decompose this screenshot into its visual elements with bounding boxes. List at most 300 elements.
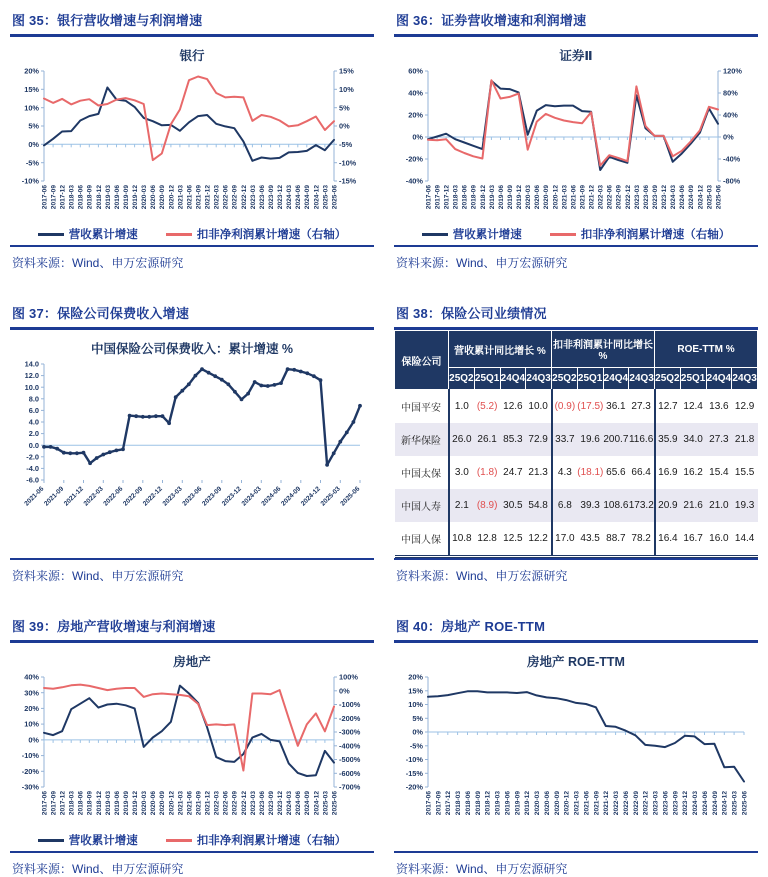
table-subheader-row	[395, 368, 758, 390]
svg-text:2017-06: 2017-06	[41, 791, 49, 816]
svg-text:2025-03: 2025-03	[731, 791, 739, 816]
svg-text:-300%: -300%	[339, 727, 361, 737]
quarter-header: 25Q1	[680, 368, 706, 390]
svg-text:2025-03: 2025-03	[322, 791, 330, 816]
svg-text:-15%: -15%	[405, 768, 423, 778]
svg-text:2020-12: 2020-12	[168, 185, 176, 210]
svg-text:2021-03: 2021-03	[561, 185, 569, 210]
table-cell: 12.2	[526, 522, 552, 557]
table-cell: 24.7	[500, 456, 526, 489]
svg-text:10%: 10%	[24, 103, 39, 113]
line-chart-svg	[10, 358, 374, 510]
svg-text:5%: 5%	[412, 713, 423, 723]
table-cell: 27.3	[629, 390, 655, 424]
svg-text:2017-09: 2017-09	[435, 791, 443, 816]
table-cell: 26.1	[474, 423, 500, 456]
group-header: 扣非利润累计同比增长 %	[552, 331, 655, 368]
revenue-line-swatch	[38, 839, 64, 842]
svg-text:12.0: 12.0	[24, 371, 39, 381]
svg-text:2022-06: 2022-06	[102, 485, 125, 508]
svg-text:2022-12: 2022-12	[240, 185, 248, 210]
svg-text:-6.0: -6.0	[26, 475, 39, 485]
svg-text:2021-09: 2021-09	[579, 185, 587, 210]
svg-text:2017-09: 2017-09	[50, 791, 58, 816]
svg-text:2024-06: 2024-06	[260, 485, 283, 508]
svg-text:2021-12: 2021-12	[204, 185, 212, 210]
group-header: ROE-TTM %	[655, 331, 758, 368]
svg-text:2022-12: 2022-12	[642, 791, 650, 816]
svg-text:2023-12: 2023-12	[661, 185, 668, 210]
figure-38-caption: 图 38：保险公司业绩情况	[394, 301, 758, 330]
table-cell: 12.6	[500, 390, 526, 424]
table-cell: 72.9	[526, 423, 552, 456]
svg-text:2018-09: 2018-09	[86, 791, 94, 816]
table-cell: 17.0	[552, 522, 578, 557]
svg-text:2023-09: 2023-09	[268, 791, 275, 816]
svg-text:2018-03: 2018-03	[452, 185, 460, 210]
svg-text:2019-09: 2019-09	[507, 185, 514, 210]
table-cell: 88.7	[603, 522, 629, 557]
svg-text:2021-12: 2021-12	[603, 791, 611, 816]
svg-text:2024-06: 2024-06	[295, 791, 303, 816]
svg-text:40%: 40%	[408, 88, 423, 98]
svg-text:2024-12: 2024-12	[313, 791, 321, 816]
table-cell: 20.9	[655, 489, 681, 522]
svg-text:2018-03: 2018-03	[68, 791, 76, 816]
table-row	[395, 423, 758, 456]
svg-text:2021-09: 2021-09	[195, 791, 203, 816]
svg-text:-20%: -20%	[21, 766, 39, 776]
svg-text:2019-12: 2019-12	[516, 185, 523, 210]
insurance-table	[394, 330, 758, 558]
svg-text:20%: 20%	[408, 672, 423, 682]
figure-40-chart-title: 房地产 ROE-TTM	[527, 655, 625, 669]
svg-text:10%: 10%	[339, 84, 354, 94]
svg-text:2022-06: 2022-06	[222, 791, 230, 816]
table-cell: 43.5	[577, 522, 603, 557]
svg-text:2018-06: 2018-06	[464, 791, 472, 816]
svg-text:2019-09: 2019-09	[514, 791, 522, 816]
svg-text:2019-12: 2019-12	[132, 791, 139, 816]
svg-text:-10%: -10%	[405, 755, 423, 765]
svg-text:0%: 0%	[28, 735, 39, 745]
source-note: 资料来源：Wind、申万宏源研究	[12, 862, 184, 876]
figure-36-legend	[394, 226, 758, 242]
svg-text:2021-12: 2021-12	[588, 185, 596, 210]
table-cell: 33.7	[552, 423, 578, 456]
quarter-header: 24Q3	[732, 368, 758, 390]
quarter-header: 25Q2	[655, 368, 681, 390]
table-cell: 26.0	[449, 423, 475, 456]
table-cell: (0.9)	[552, 390, 578, 424]
svg-text:2025-03: 2025-03	[319, 485, 342, 508]
svg-text:2019-12: 2019-12	[524, 791, 532, 816]
source-note: 资料来源：Wind、申万宏源研究	[12, 256, 184, 270]
legend-spacer	[394, 831, 758, 849]
figure-39-caption: 图 39：房地产营收增速与利润增速	[10, 614, 374, 643]
table-cell: (1.8)	[474, 456, 500, 489]
svg-text:2019-03: 2019-03	[104, 791, 112, 816]
svg-text:2022-12: 2022-12	[240, 791, 248, 816]
svg-text:2023-12: 2023-12	[682, 791, 690, 816]
svg-text:2024-09: 2024-09	[688, 185, 696, 210]
svg-text:2024-12: 2024-12	[313, 185, 321, 210]
svg-text:0%: 0%	[412, 132, 423, 142]
svg-text:-600%: -600%	[339, 768, 361, 778]
svg-text:100%: 100%	[339, 672, 358, 682]
table-cell: 10.0	[526, 390, 552, 424]
svg-text:2021-09: 2021-09	[195, 185, 203, 210]
table-cell: 65.6	[603, 456, 629, 489]
svg-text:2021-03: 2021-03	[573, 791, 581, 816]
svg-text:2024-03: 2024-03	[286, 791, 294, 816]
svg-text:2024-03: 2024-03	[240, 485, 263, 508]
svg-text:5%: 5%	[339, 103, 350, 113]
line-chart-svg	[394, 671, 758, 831]
svg-text:2020-09: 2020-09	[159, 791, 167, 816]
svg-text:60%: 60%	[408, 66, 423, 76]
line-chart-svg	[10, 65, 374, 225]
svg-text:2022-03: 2022-03	[213, 185, 221, 210]
svg-text:2018-12: 2018-12	[95, 185, 103, 210]
table-cell: 12.7	[655, 390, 681, 424]
table-row	[395, 390, 758, 424]
svg-text:2024-03: 2024-03	[286, 185, 294, 210]
table-cell: 173.2	[629, 489, 655, 522]
svg-text:2024-03: 2024-03	[670, 185, 678, 210]
table-cell: 108.6	[603, 489, 629, 522]
quarter-header: 25Q2	[449, 368, 475, 390]
table-cell: 10.8	[449, 522, 475, 557]
svg-text:-10%: -10%	[21, 176, 39, 186]
svg-text:2017-06: 2017-06	[425, 185, 433, 210]
figure-35-bank-growth	[10, 8, 374, 271]
svg-text:40%: 40%	[723, 110, 738, 120]
svg-text:2019-03: 2019-03	[494, 791, 502, 816]
svg-text:2024-12: 2024-12	[697, 185, 705, 210]
svg-text:-10%: -10%	[21, 751, 39, 761]
table-cell: 27.3	[706, 423, 732, 456]
table-cell: 4.3	[552, 456, 578, 489]
revenue-legend-label: 营收累计增速	[68, 229, 138, 241]
svg-text:15%: 15%	[339, 66, 354, 76]
svg-text:2022-12: 2022-12	[624, 185, 632, 210]
svg-text:2024-09: 2024-09	[280, 485, 303, 508]
svg-text:2017-12: 2017-12	[59, 791, 67, 816]
profit-legend-label: 扣非净利润累计增速（右轴）	[580, 229, 731, 241]
quarter-header: 24Q4	[500, 368, 526, 390]
svg-text:2022-03: 2022-03	[213, 791, 221, 816]
svg-text:2017-12: 2017-12	[445, 791, 453, 816]
svg-text:20%: 20%	[24, 66, 39, 76]
svg-text:2025-06: 2025-06	[715, 185, 723, 210]
svg-text:-40%: -40%	[405, 176, 423, 186]
quarter-header: 24Q3	[629, 368, 655, 390]
table-cell: 12.5	[500, 522, 526, 557]
profit-legend-label: 扣非净利润累计增速（右轴）	[196, 229, 347, 241]
svg-text:2023-03: 2023-03	[652, 791, 660, 816]
svg-text:20%: 20%	[24, 704, 39, 713]
company-name: 中国人寿	[395, 489, 449, 522]
svg-text:2023-09: 2023-09	[268, 185, 275, 210]
svg-text:10%: 10%	[24, 719, 39, 729]
svg-text:2019-06: 2019-06	[497, 185, 505, 210]
svg-text:2018-12: 2018-12	[479, 185, 487, 210]
insurance-performance-table	[394, 330, 758, 558]
svg-text:2020-12: 2020-12	[552, 185, 560, 210]
svg-text:2023-09: 2023-09	[652, 185, 659, 210]
svg-text:2018-09: 2018-09	[474, 791, 482, 816]
svg-text:2024-09: 2024-09	[711, 791, 719, 816]
table-cell: 21.3	[526, 456, 552, 489]
line-chart-svg	[394, 65, 758, 225]
figure-37-chart-title: 中国保险公司保费收入：累计增速 %	[90, 342, 294, 356]
table-cell: 30.5	[500, 489, 526, 522]
figure-40-realestate-roe	[394, 614, 758, 877]
svg-text:2017-09: 2017-09	[434, 185, 442, 210]
svg-text:2022-03: 2022-03	[82, 485, 105, 508]
table-cell: (5.2)	[474, 390, 500, 424]
table-cell: 16.9	[655, 456, 681, 489]
svg-text:-15%: -15%	[339, 176, 357, 186]
svg-text:2024-09: 2024-09	[304, 791, 312, 816]
svg-text:2024-06: 2024-06	[701, 791, 709, 816]
company-name: 新华保险	[395, 423, 449, 456]
svg-text:2017-06: 2017-06	[41, 185, 49, 210]
svg-text:2023-09: 2023-09	[201, 485, 224, 508]
svg-text:-700%: -700%	[339, 782, 361, 792]
svg-text:2023-06: 2023-06	[258, 185, 266, 210]
source-note: 资料来源：Wind、申万宏源研究	[12, 569, 184, 583]
svg-text:2020-12: 2020-12	[168, 791, 176, 816]
svg-text:-4.0: -4.0	[26, 464, 39, 473]
svg-text:-5%: -5%	[25, 158, 39, 168]
svg-text:0%: 0%	[339, 686, 350, 696]
corner-header: 保险公司	[395, 331, 449, 390]
svg-text:2023-06: 2023-06	[258, 791, 266, 816]
svg-text:2020-03: 2020-03	[141, 185, 149, 210]
table-cell: 21.6	[680, 489, 706, 522]
svg-text:-500%: -500%	[339, 755, 361, 765]
svg-text:2021-12: 2021-12	[204, 791, 212, 816]
svg-text:-5%: -5%	[409, 741, 423, 751]
table-cell: 14.4	[732, 522, 758, 557]
table-cell: 78.2	[629, 522, 655, 557]
svg-text:2023-06: 2023-06	[642, 185, 650, 210]
svg-text:2023-03: 2023-03	[633, 185, 641, 210]
source-note: 资料来源：Wind、申万宏源研究	[396, 256, 568, 270]
svg-text:2019-03: 2019-03	[104, 185, 112, 210]
svg-text:-30%: -30%	[21, 782, 39, 792]
svg-text:2020-06: 2020-06	[543, 791, 551, 816]
svg-text:2020-06: 2020-06	[150, 185, 158, 210]
svg-text:0%: 0%	[412, 727, 423, 737]
svg-text:2018-06: 2018-06	[77, 185, 85, 210]
bank-growth-line-chart	[10, 65, 374, 225]
quarter-header: 24Q3	[526, 368, 552, 390]
figure-35-legend	[10, 226, 374, 242]
svg-text:2024-06: 2024-06	[295, 185, 303, 210]
svg-text:15%: 15%	[408, 686, 423, 696]
quarter-header: 24Q4	[706, 368, 732, 390]
company-name: 中国平安	[395, 390, 449, 424]
table-cell: (18.1)	[577, 456, 603, 489]
svg-text:120%: 120%	[723, 66, 742, 76]
svg-text:2023-12: 2023-12	[220, 485, 243, 508]
svg-text:80%: 80%	[723, 88, 738, 98]
line-chart-svg	[10, 671, 374, 831]
table-cell: 19.3	[732, 489, 758, 522]
svg-text:14.0: 14.0	[24, 359, 39, 369]
svg-text:2017-12: 2017-12	[59, 185, 67, 210]
table-cell: (8.9)	[474, 489, 500, 522]
table-cell: 116.6	[629, 423, 655, 456]
svg-text:2025-06: 2025-06	[741, 791, 749, 816]
table-cell: 6.8	[552, 489, 578, 522]
table-cell: 34.0	[680, 423, 706, 456]
securities-growth-line-chart	[394, 65, 758, 225]
table-cell: 12.8	[474, 522, 500, 557]
profit-line-swatch	[550, 233, 576, 236]
realestate-growth-line-chart	[10, 671, 374, 831]
table-cell: 21.0	[706, 489, 732, 522]
svg-text:6.0: 6.0	[28, 406, 39, 415]
svg-text:20%: 20%	[408, 110, 423, 120]
table-cell: 2.1	[449, 489, 475, 522]
svg-text:2020-03: 2020-03	[525, 185, 533, 210]
insurance-premium-line-chart	[10, 358, 374, 510]
source-note: 资料来源：Wind、申万宏源研究	[396, 569, 568, 583]
svg-text:-20%: -20%	[405, 154, 423, 164]
svg-text:2021-12: 2021-12	[62, 485, 85, 508]
source-note: 资料来源：Wind、申万宏源研究	[396, 862, 568, 876]
figure-35-caption: 图 35：银行营收增速与利润增速	[10, 8, 374, 37]
figure-36-caption: 图 36：证券营收增速和利润增速	[394, 8, 758, 37]
svg-text:0%: 0%	[28, 139, 39, 149]
figure-37-caption: 图 37：保险公司保费收入增速	[10, 301, 374, 330]
table-row	[395, 522, 758, 557]
svg-text:2025-06: 2025-06	[339, 485, 362, 508]
table-cell: 21.8	[732, 423, 758, 456]
svg-text:2019-09: 2019-09	[123, 185, 130, 210]
svg-text:30%: 30%	[24, 688, 39, 698]
table-cell: 16.4	[655, 522, 681, 557]
table-cell: 1.0	[449, 390, 475, 424]
svg-text:2020-09: 2020-09	[553, 791, 561, 816]
svg-text:2020-06: 2020-06	[150, 791, 158, 816]
svg-text:2022-12: 2022-12	[141, 485, 164, 508]
figure-39-chart-title: 房地产	[173, 655, 211, 669]
revenue-legend-label: 营收累计增速	[452, 229, 522, 241]
svg-text:2021-03: 2021-03	[177, 185, 185, 210]
table-cell: 16.2	[680, 456, 706, 489]
svg-text:2022-06: 2022-06	[222, 185, 230, 210]
svg-text:15%: 15%	[24, 84, 39, 94]
svg-text:0%: 0%	[723, 132, 734, 142]
table-cell: 54.8	[526, 489, 552, 522]
svg-text:8.0: 8.0	[28, 394, 39, 404]
svg-text:2025-06: 2025-06	[331, 185, 339, 210]
table-cell: 19.6	[577, 423, 603, 456]
svg-text:2023-12: 2023-12	[277, 185, 284, 210]
profit-line-swatch	[166, 233, 192, 236]
quarter-header: 25Q2	[552, 368, 578, 390]
svg-text:-10%: -10%	[339, 158, 357, 168]
svg-text:2020-03: 2020-03	[141, 791, 149, 816]
company-name: 中国人保	[395, 522, 449, 557]
svg-text:2018-12: 2018-12	[95, 791, 103, 816]
svg-text:-20%: -20%	[405, 782, 423, 792]
svg-text:2021-06: 2021-06	[23, 485, 46, 508]
svg-text:2020-03: 2020-03	[534, 791, 541, 816]
svg-text:40%: 40%	[24, 672, 39, 682]
svg-text:2023-03: 2023-03	[249, 791, 257, 816]
svg-text:2020-09: 2020-09	[543, 185, 551, 210]
svg-text:0.0: 0.0	[28, 440, 39, 450]
table-cell: 85.3	[500, 423, 526, 456]
table-cell: 15.4	[706, 456, 732, 489]
svg-text:2018-09: 2018-09	[86, 185, 94, 210]
figure-37-insurance-premium	[10, 301, 374, 584]
table-cell: 13.6	[706, 390, 732, 424]
svg-text:2023-06: 2023-06	[181, 485, 204, 508]
table-cell: 3.0	[449, 456, 475, 489]
svg-text:2023-12: 2023-12	[277, 791, 284, 816]
svg-text:2021-09: 2021-09	[43, 485, 66, 508]
svg-text:2022-09: 2022-09	[632, 791, 640, 816]
svg-text:2025-03: 2025-03	[706, 185, 714, 210]
svg-text:2019-06: 2019-06	[504, 791, 512, 816]
svg-text:2023-03: 2023-03	[161, 485, 184, 508]
svg-text:2021-09: 2021-09	[593, 791, 601, 816]
table-row	[395, 489, 758, 522]
svg-text:2020-12: 2020-12	[563, 791, 571, 816]
svg-text:2022-06: 2022-06	[622, 791, 630, 816]
svg-text:-100%: -100%	[339, 700, 361, 710]
profit-legend-label: 扣非净利润累计增速（右轴）	[196, 835, 347, 847]
svg-text:2022-03: 2022-03	[613, 791, 620, 816]
table-cell: 36.1	[603, 390, 629, 424]
figure-39-legend	[10, 832, 374, 848]
group-header: 营收累计同比增长 %	[449, 331, 552, 368]
svg-text:2019-06: 2019-06	[113, 185, 121, 210]
svg-text:2024-06: 2024-06	[679, 185, 687, 210]
svg-text:2019-12: 2019-12	[132, 185, 139, 210]
svg-text:4.0: 4.0	[28, 417, 39, 427]
quarter-header: 25Q1	[474, 368, 500, 390]
svg-text:2023-09: 2023-09	[672, 791, 680, 816]
revenue-line-swatch	[422, 233, 448, 236]
svg-text:-200%: -200%	[339, 713, 361, 723]
svg-text:2018-03: 2018-03	[68, 185, 76, 210]
svg-text:-5%: -5%	[339, 139, 353, 149]
table-cell: 12.4	[680, 390, 706, 424]
svg-text:2024-09: 2024-09	[304, 185, 312, 210]
table-cell: (17.5)	[577, 390, 603, 424]
company-name: 中国太保	[395, 456, 449, 489]
svg-text:2022-09: 2022-09	[231, 791, 239, 816]
svg-text:2018-06: 2018-06	[77, 791, 85, 816]
svg-text:2024-03: 2024-03	[692, 791, 699, 816]
svg-text:2017-12: 2017-12	[443, 185, 451, 210]
svg-text:2023-03: 2023-03	[249, 185, 257, 210]
table-cell: 12.9	[732, 390, 758, 424]
table-group-header-row	[395, 331, 758, 368]
figure-35-chart-title: 银行	[179, 49, 205, 63]
table-cell: 66.4	[629, 456, 655, 489]
figure-38-insurance-table	[394, 301, 758, 584]
table-cell: 200.7	[603, 423, 629, 456]
